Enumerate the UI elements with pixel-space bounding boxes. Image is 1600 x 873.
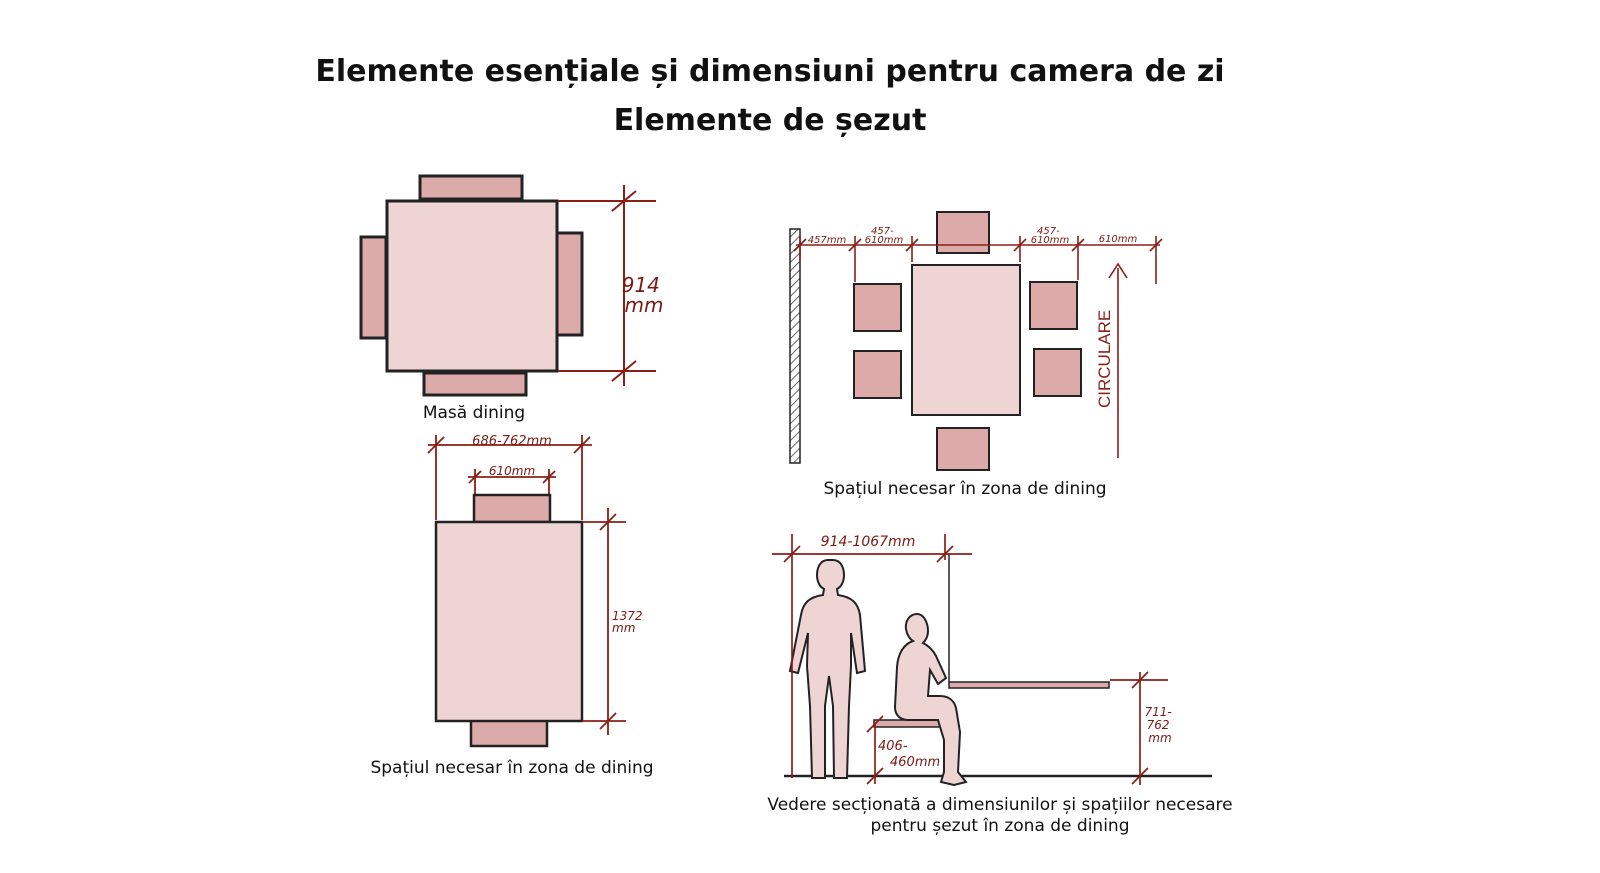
bench-seat: [874, 720, 942, 727]
caption-table-space: Spațiul necesar în zona de dining: [370, 758, 654, 778]
chair-foot-tr: [937, 428, 989, 470]
circulation-label: CIRCULARE: [1095, 309, 1114, 408]
dim-711-762-label: 711- 762 mm: [1144, 705, 1172, 745]
dim-457-610-left-label: 457- 610mm: [864, 226, 904, 246]
chair-head-tr: [937, 212, 989, 253]
chair-right: [557, 233, 582, 335]
dim-1372-label: 1372 mm: [612, 609, 643, 635]
dim-686-762-label: 686-762mm: [472, 434, 552, 449]
dining-space-diagram: [790, 212, 1162, 470]
page-title: Elemente esențiale și dimensiuni pentru camera de zi: [315, 54, 1225, 89]
dim-406-460-label: 406- 460mm: [878, 739, 941, 770]
dim-457-label: 457mm: [807, 235, 847, 246]
table-rect: [436, 522, 582, 721]
dimension-914-label: 914 mm: [621, 273, 664, 317]
dim-610-circ-label: 610mm: [1098, 234, 1138, 245]
wall: [790, 229, 800, 463]
chair-foot: [471, 719, 547, 746]
chair-left: [361, 237, 386, 338]
table-square: [387, 201, 557, 371]
dining-table-diagram: [361, 176, 666, 395]
dim-914-1067-label: 914-1067mm: [820, 534, 916, 550]
table-length-diagram: [428, 434, 646, 746]
section-view-diagram: [772, 534, 1212, 785]
caption-dining-table: Masă dining: [422, 403, 526, 423]
dim-610-label: 610mm: [488, 464, 536, 478]
chair-right-2: [1034, 349, 1081, 396]
caption-section-view: Vedere secționată a dimensiunilor și spațiilor necesare pentru șezut în zona de dining: [767, 795, 1233, 836]
page-subtitle: Elemente de șezut: [613, 103, 927, 138]
chair-top: [420, 176, 522, 199]
chair-head: [474, 495, 550, 522]
standing-person: [790, 560, 865, 778]
caption-dining-space: Spațiul necesar în zona de dining: [823, 479, 1107, 499]
chair-bottom: [424, 373, 526, 395]
chair-left-1: [854, 284, 901, 331]
dim-457-610-right-label: 457- 610mm: [1030, 226, 1070, 246]
dining-table-tr: [912, 265, 1020, 415]
chair-left-2: [854, 351, 901, 398]
table-top-section: [949, 682, 1109, 688]
chair-right-1: [1030, 282, 1077, 329]
